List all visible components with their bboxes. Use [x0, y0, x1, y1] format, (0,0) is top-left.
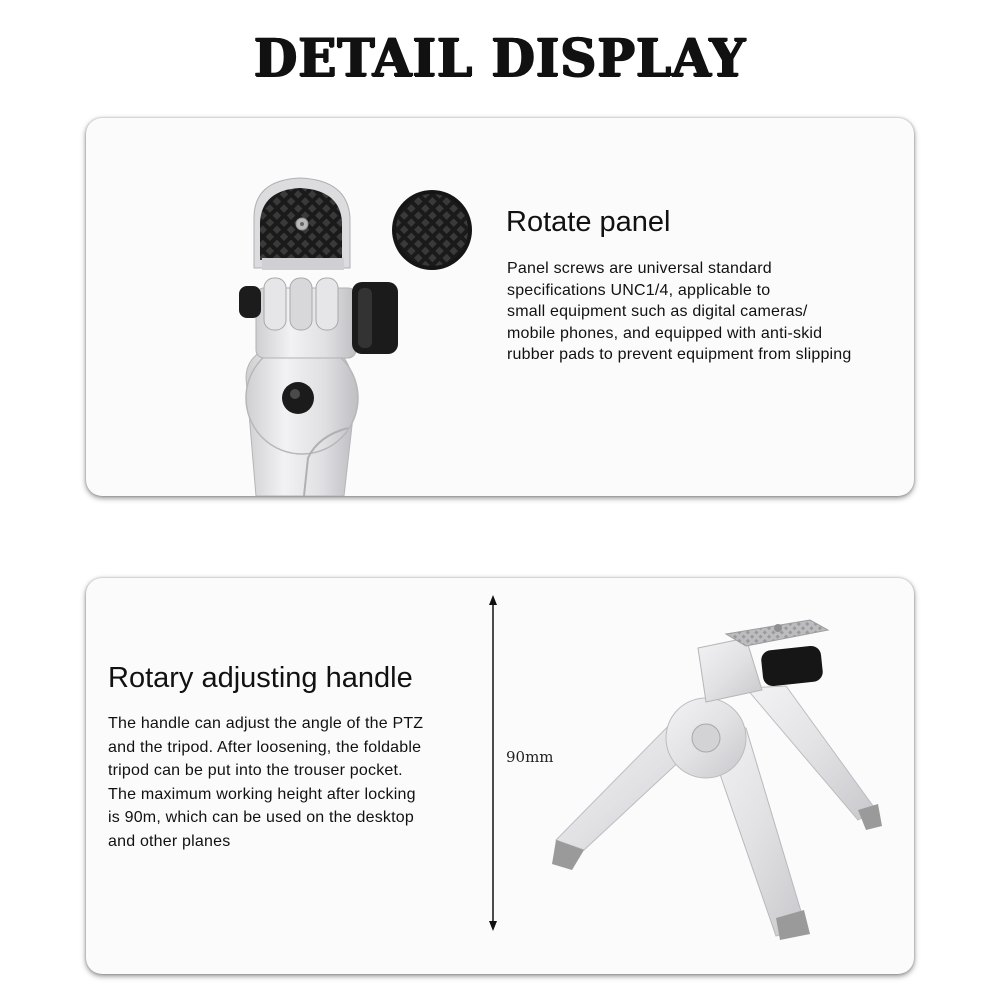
description-line: is 90m, which can be used on the desktop	[108, 809, 414, 826]
description-line: rubber pads to prevent equipment from slipping	[507, 346, 852, 363]
description-line: The maximum working height after locking	[108, 785, 416, 803]
description-line: small equipment such as digital cameras/	[507, 303, 808, 320]
rotate-panel-card	[86, 118, 914, 496]
rotate-panel-description	[507, 258, 907, 366]
height-dimension-label: 90mm	[506, 748, 554, 766]
page-title: DETAIL DISPLAY	[253, 26, 747, 89]
description-line: Panel screws are universal standard	[507, 260, 772, 277]
rotary-handle-heading: Rotary adjusting handle	[108, 662, 413, 694]
rotate-panel-heading: Rotate panel	[506, 206, 671, 238]
rotary-handle-card	[86, 578, 914, 974]
description-line: The handle can adjust the angle of the PTZ	[108, 715, 424, 732]
folding-tripod-image	[86, 578, 914, 974]
description-line: tripod can be put into the trouser pocket.	[108, 762, 403, 779]
description-line: and other planes	[108, 832, 231, 850]
description-line: and the tripod. After loosening, the foldable	[108, 738, 422, 756]
description-line: specifications UNC1/4, applicable to	[507, 281, 771, 299]
description-line: mobile phones, and equipped with anti-skid	[507, 324, 823, 342]
